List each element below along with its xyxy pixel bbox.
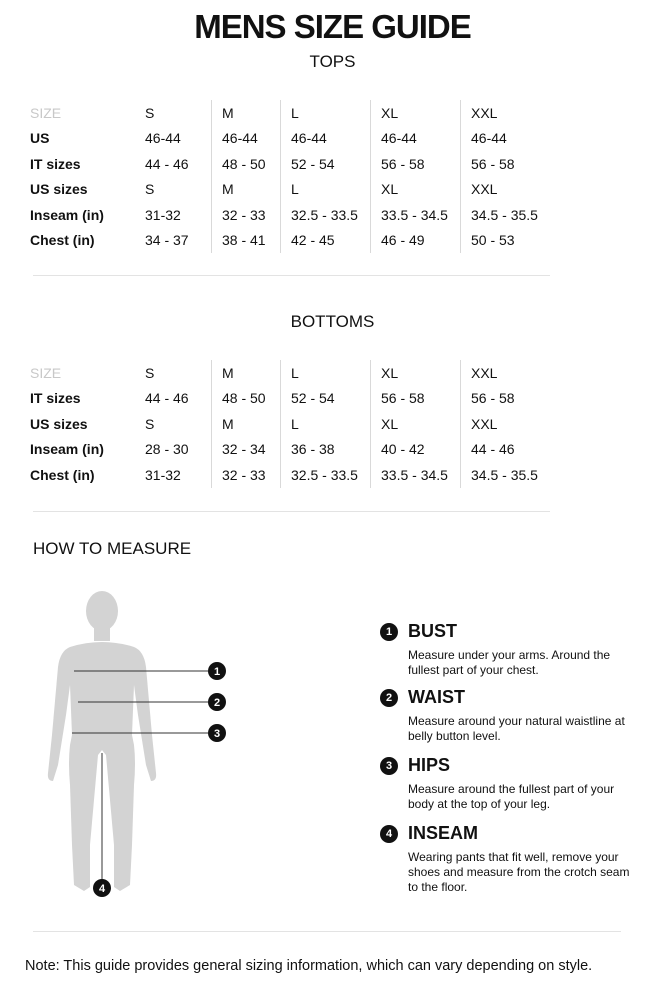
header-cell: XL (371, 360, 461, 386)
row-label: Chest (in) (30, 466, 95, 483)
table-cell: 46-44 (145, 130, 181, 147)
table-cell: 32 - 34 (212, 437, 281, 463)
measure-name: HIPS (408, 755, 451, 775)
measure-name: BUST (408, 621, 457, 641)
table-cell: 46 - 49 (371, 228, 461, 254)
table-cell: S (145, 415, 155, 432)
table-cell: 34.5 - 35.5 (461, 202, 542, 228)
table-cell: 56 - 58 (461, 151, 542, 177)
table-cell: 32.5 - 33.5 (281, 462, 371, 488)
table-cell: 56 - 58 (371, 386, 461, 412)
table-cell: 40 - 42 (371, 437, 461, 463)
section-divider (33, 275, 550, 276)
table-row (30, 462, 541, 488)
table-cell: 32.5 - 33.5 (281, 202, 371, 228)
table-cell: 33.5 - 34.5 (371, 202, 461, 228)
table-cell: 31-32 (145, 206, 181, 223)
bottoms-size-table (30, 360, 541, 488)
table-row (30, 386, 541, 412)
header-cell: SIZE (30, 104, 62, 121)
body-figure (40, 585, 240, 905)
measure-description: Measure under your arms. Around the fullest part of your chest. (408, 648, 611, 677)
table-cell: S (145, 181, 155, 198)
table-cell: 46-44 (461, 126, 542, 152)
header-cell: M (212, 100, 281, 126)
row-label: IT sizes (30, 155, 81, 172)
row-label: Inseam (in) (30, 441, 104, 458)
table-row (30, 126, 541, 152)
marker-3 (208, 724, 226, 742)
table-cell: XXL (461, 177, 542, 203)
table-cell: 48 - 50 (212, 151, 281, 177)
table-cell: 44 - 46 (461, 437, 542, 463)
table-cell: XXL (461, 411, 542, 437)
table-cell: M (212, 177, 281, 203)
table-cell: 46-44 (281, 126, 371, 152)
header-cell: XXL (461, 360, 542, 386)
row-label: US sizes (30, 181, 88, 198)
table-cell: 44 - 46 (145, 390, 189, 407)
table-cell: 34.5 - 35.5 (461, 462, 542, 488)
table-cell: 46-44 (371, 126, 461, 152)
bottoms-heading: BOTTOMS (290, 312, 375, 331)
table-row (30, 228, 541, 254)
measure-name: INSEAM (408, 823, 479, 843)
measure-description: Measure around your natural waistline at belly button level. (408, 714, 625, 743)
table-cell: 48 - 50 (212, 386, 281, 412)
table-cell: M (212, 411, 281, 437)
number-badge: 2 (380, 689, 398, 707)
table-cell: 52 - 54 (281, 386, 371, 412)
header-cell: L (281, 360, 371, 386)
table-cell: 34 - 37 (145, 232, 189, 249)
marker-1 (208, 662, 226, 680)
table-cell: 56 - 58 (461, 386, 542, 412)
svg-text:3: 3 (213, 728, 221, 740)
marker-4 (93, 879, 111, 897)
table-cell: 38 - 41 (212, 228, 281, 254)
header-cell: L (281, 100, 371, 126)
how-to-measure-heading: HOW TO MEASURE (33, 539, 192, 558)
table-row (30, 202, 541, 228)
bottoms-header-row (30, 360, 541, 386)
svg-text:1: 1 (213, 666, 221, 678)
table-cell: 32 - 33 (212, 202, 281, 228)
header-cell: XL (371, 100, 461, 126)
table-cell: 32 - 33 (212, 462, 281, 488)
header-cell: SIZE (30, 364, 62, 381)
table-cell: 28 - 30 (145, 441, 189, 458)
table-cell: 56 - 58 (371, 151, 461, 177)
table-cell: 36 - 38 (281, 437, 371, 463)
number-badge: 1 (380, 623, 398, 641)
table-cell: L (281, 177, 371, 203)
table-cell: 46-44 (212, 126, 281, 152)
table-row (30, 177, 541, 203)
table-cell: 31-32 (145, 466, 181, 483)
table-cell: L (281, 411, 371, 437)
measure-description: Wearing pants that fit well, remove your shoes and measure from the crotch seam to the floor. (408, 850, 630, 894)
number-badge: 4 (380, 825, 398, 843)
tops-size-table (30, 100, 541, 253)
section-divider (33, 511, 550, 512)
header-cell: S (145, 104, 155, 121)
footer-divider (33, 931, 621, 932)
row-label: US sizes (30, 415, 88, 432)
table-row (30, 437, 541, 463)
table-cell: 42 - 45 (281, 228, 371, 254)
svg-text:2: 2 (213, 697, 221, 709)
page-title: MENS SIZE GUIDE (194, 8, 471, 45)
table-row (30, 411, 541, 437)
table-cell: XL (371, 177, 461, 203)
table-cell: 50 - 53 (461, 228, 542, 254)
tops-heading: TOPS (309, 52, 356, 71)
measure-name: WAIST (408, 687, 465, 707)
row-label: IT sizes (30, 390, 81, 407)
table-cell: XL (371, 411, 461, 437)
table-cell: 33.5 - 34.5 (371, 462, 461, 488)
marker-2 (208, 693, 226, 711)
header-cell: M (212, 360, 281, 386)
row-label: Inseam (in) (30, 206, 104, 223)
table-cell: 44 - 46 (145, 155, 189, 172)
header-cell: XXL (461, 100, 542, 126)
header-cell: S (145, 364, 155, 381)
measure-description: Measure around the fullest part of your body at the top of your leg. (408, 782, 615, 811)
tops-header-row (30, 100, 541, 126)
row-label: US (30, 130, 50, 147)
table-cell: 52 - 54 (281, 151, 371, 177)
svg-text:4: 4 (98, 883, 106, 895)
table-row (30, 151, 541, 177)
number-badge: 3 (380, 757, 398, 775)
row-label: Chest (in) (30, 232, 95, 249)
sizing-note: Note: This guide provides general sizing information, which can vary depending on style. (25, 958, 593, 974)
